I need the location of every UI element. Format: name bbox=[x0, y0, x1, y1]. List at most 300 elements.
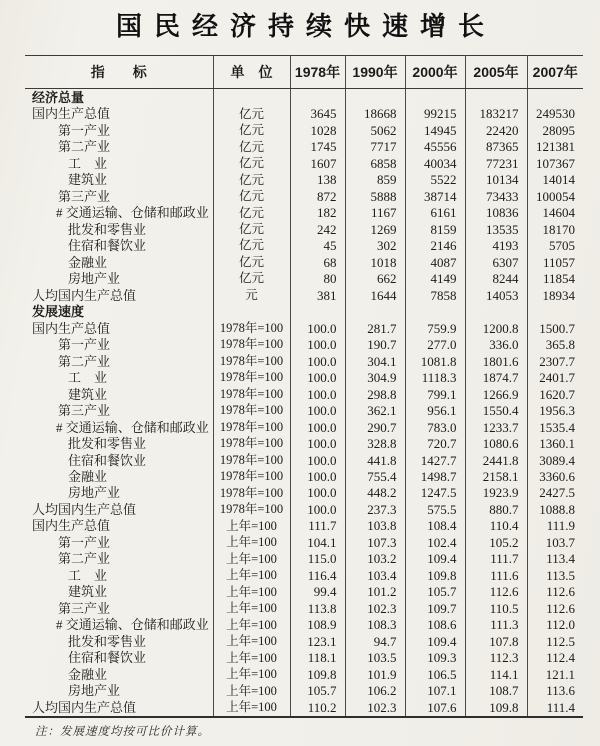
value-cell: 1644 bbox=[345, 287, 405, 303]
value-cell: 107.3 bbox=[345, 534, 405, 550]
value-cell: 100054 bbox=[527, 188, 583, 204]
value-cell: 107.6 bbox=[405, 699, 465, 717]
value-cell: 799.1 bbox=[405, 386, 465, 402]
value-cell: 100.0 bbox=[290, 386, 345, 402]
value-cell: 956.1 bbox=[405, 402, 465, 418]
table-row bbox=[25, 518, 583, 534]
value-cell: 111.7 bbox=[465, 551, 527, 567]
value-cell: 14053 bbox=[465, 287, 527, 303]
header-row bbox=[25, 56, 583, 89]
value-cell: 1269 bbox=[345, 221, 405, 237]
unit-cell: 1978年=100 bbox=[213, 353, 290, 369]
column-header: 2007年 bbox=[527, 56, 583, 89]
indicator-label: 第二产业 bbox=[58, 551, 111, 567]
unit-cell: 上年=100 bbox=[213, 633, 290, 649]
unit-cell: 1978年=100 bbox=[213, 485, 290, 501]
value-cell: 4149 bbox=[405, 270, 465, 286]
value-cell: 183217 bbox=[465, 106, 527, 122]
footnote: 注：发展速度均按可比价计算。 bbox=[35, 726, 210, 738]
value-cell bbox=[465, 303, 527, 319]
indicator-label: 人均国内生产总值 bbox=[32, 287, 137, 303]
value-cell: 277.0 bbox=[405, 336, 465, 352]
value-cell: 872 bbox=[290, 188, 345, 204]
value-cell bbox=[345, 303, 405, 319]
value-cell: 14604 bbox=[527, 205, 583, 221]
indicator-label: 国内生产总值 bbox=[32, 106, 111, 122]
value-cell: 113.8 bbox=[290, 600, 345, 616]
value-cell: 108.4 bbox=[405, 518, 465, 534]
value-cell: 10134 bbox=[465, 172, 527, 188]
value-cell: 100.0 bbox=[290, 485, 345, 501]
table-row bbox=[25, 139, 583, 155]
indicator-label: 建筑业 bbox=[68, 172, 108, 188]
indicator-label: 第三产业 bbox=[58, 403, 111, 419]
value-cell: 111.7 bbox=[290, 518, 345, 534]
table-row bbox=[25, 617, 583, 633]
unit-cell: 亿元 bbox=[213, 122, 290, 138]
value-cell: 182 bbox=[290, 205, 345, 221]
table-row bbox=[25, 287, 583, 303]
value-cell: 108.3 bbox=[345, 617, 405, 633]
indicator-label: 房地产业 bbox=[68, 271, 121, 287]
table-row bbox=[25, 402, 583, 418]
value-cell: 1923.9 bbox=[465, 485, 527, 501]
section-title: 经济总量 bbox=[32, 89, 85, 105]
value-cell: 112.6 bbox=[527, 584, 583, 600]
table-row bbox=[25, 551, 583, 567]
indicator-label: 批发和零售业 bbox=[68, 633, 147, 649]
table-row bbox=[25, 501, 583, 517]
table-row bbox=[25, 254, 583, 270]
table-row bbox=[25, 600, 583, 616]
indicator-label: 第三产业 bbox=[58, 188, 111, 204]
value-cell: 100.0 bbox=[290, 419, 345, 435]
indicator-label: 金融业 bbox=[68, 254, 108, 270]
indicator-label: 第二产业 bbox=[58, 353, 111, 369]
value-cell: 45556 bbox=[405, 139, 465, 155]
value-cell: 1233.7 bbox=[465, 419, 527, 435]
value-cell: 14014 bbox=[527, 172, 583, 188]
column-header: 1978年 bbox=[290, 56, 345, 89]
table-row bbox=[25, 221, 583, 237]
indicator-label: 批发和零售业 bbox=[68, 436, 147, 452]
indicator-label: # 交通运输、仓储和邮政业 bbox=[56, 617, 209, 633]
value-cell: 662 bbox=[345, 270, 405, 286]
table-row bbox=[25, 369, 583, 385]
value-cell: 859 bbox=[345, 172, 405, 188]
value-cell: 109.8 bbox=[290, 666, 345, 682]
table-row bbox=[25, 567, 583, 583]
value-cell: 4193 bbox=[465, 237, 527, 253]
unit-cell: 亿元 bbox=[213, 237, 290, 253]
unit-cell: 上年=100 bbox=[213, 699, 290, 717]
table-row bbox=[25, 485, 583, 501]
value-cell bbox=[405, 303, 465, 319]
section-row bbox=[25, 89, 583, 106]
value-cell: 138 bbox=[290, 172, 345, 188]
value-cell: 112.0 bbox=[527, 617, 583, 633]
value-cell: 111.4 bbox=[527, 699, 583, 717]
value-cell: 441.8 bbox=[345, 452, 405, 468]
table-row bbox=[25, 534, 583, 550]
value-cell: 101.2 bbox=[345, 584, 405, 600]
value-cell: 100.0 bbox=[290, 320, 345, 336]
value-cell: 108.7 bbox=[465, 683, 527, 699]
value-cell: 121381 bbox=[527, 139, 583, 155]
value-cell: 281.7 bbox=[345, 320, 405, 336]
table-row bbox=[25, 353, 583, 369]
value-cell: 10836 bbox=[465, 205, 527, 221]
unit-cell: 亿元 bbox=[213, 254, 290, 270]
value-cell: 18170 bbox=[527, 221, 583, 237]
indicator-label: 建筑业 bbox=[68, 584, 108, 600]
value-cell: 105.7 bbox=[405, 584, 465, 600]
value-cell: 8244 bbox=[465, 270, 527, 286]
value-cell: 6307 bbox=[465, 254, 527, 270]
value-cell: 2307.7 bbox=[527, 353, 583, 369]
value-cell: 102.4 bbox=[405, 534, 465, 550]
value-cell: 94.7 bbox=[345, 633, 405, 649]
value-cell: 116.4 bbox=[290, 567, 345, 583]
value-cell: 40034 bbox=[405, 155, 465, 171]
value-cell: 290.7 bbox=[345, 419, 405, 435]
value-cell: 1801.6 bbox=[465, 353, 527, 369]
value-cell: 575.5 bbox=[405, 501, 465, 517]
value-cell: 114.1 bbox=[465, 666, 527, 682]
value-cell: 105.2 bbox=[465, 534, 527, 550]
value-cell: 112.5 bbox=[527, 633, 583, 649]
unit-cell: 1978年=100 bbox=[213, 369, 290, 385]
value-cell: 108.9 bbox=[290, 617, 345, 633]
unit-cell: 上年=100 bbox=[213, 683, 290, 699]
value-cell: 13535 bbox=[465, 221, 527, 237]
indicator-label: 第一产业 bbox=[58, 534, 111, 550]
value-cell: 123.1 bbox=[290, 633, 345, 649]
value-cell: 109.8 bbox=[465, 699, 527, 717]
value-cell: 1118.3 bbox=[405, 369, 465, 385]
indicator-label: 国内生产总值 bbox=[32, 320, 111, 336]
value-cell: 106.2 bbox=[345, 683, 405, 699]
table-row bbox=[25, 683, 583, 699]
unit-cell: 1978年=100 bbox=[213, 501, 290, 517]
indicator-label: 人均国内生产总值 bbox=[32, 700, 137, 716]
indicator-label: 工 业 bbox=[68, 567, 108, 583]
value-cell bbox=[527, 303, 583, 319]
value-cell: 190.7 bbox=[345, 336, 405, 352]
value-cell: 336.0 bbox=[465, 336, 527, 352]
value-cell: 7717 bbox=[345, 139, 405, 155]
value-cell: 100.0 bbox=[290, 369, 345, 385]
value-cell: 298.8 bbox=[345, 386, 405, 402]
indicator-label: 金融业 bbox=[68, 666, 108, 682]
value-cell: 362.1 bbox=[345, 402, 405, 418]
value-cell: 14945 bbox=[405, 122, 465, 138]
indicator-label: 第二产业 bbox=[58, 139, 111, 155]
unit-cell: 亿元 bbox=[213, 172, 290, 188]
value-cell: 108.6 bbox=[405, 617, 465, 633]
value-cell: 1874.7 bbox=[465, 369, 527, 385]
indicator-label: 人均国内生产总值 bbox=[32, 501, 137, 517]
unit-cell: 1978年=100 bbox=[213, 402, 290, 418]
value-cell: 121.1 bbox=[527, 666, 583, 682]
value-cell: 102.3 bbox=[345, 699, 405, 717]
indicator-label: 住宿和餐饮业 bbox=[68, 238, 147, 254]
value-cell: 2441.8 bbox=[465, 452, 527, 468]
value-cell: 110.4 bbox=[465, 518, 527, 534]
value-cell: 1550.4 bbox=[465, 402, 527, 418]
value-cell: 3645 bbox=[290, 106, 345, 122]
value-cell: 28095 bbox=[527, 122, 583, 138]
unit-cell bbox=[213, 303, 290, 319]
value-cell: 87365 bbox=[465, 139, 527, 155]
value-cell: 8159 bbox=[405, 221, 465, 237]
column-header: 2005年 bbox=[465, 56, 527, 89]
value-cell bbox=[527, 89, 583, 106]
table-row bbox=[25, 435, 583, 451]
indicator-label: 房地产业 bbox=[68, 485, 121, 501]
unit-cell: 1978年=100 bbox=[213, 336, 290, 352]
value-cell bbox=[465, 89, 527, 106]
column-header: 单 位 bbox=[213, 56, 290, 89]
value-cell: 880.7 bbox=[465, 501, 527, 517]
value-cell: 103.8 bbox=[345, 518, 405, 534]
table-row bbox=[25, 468, 583, 484]
value-cell: 104.1 bbox=[290, 534, 345, 550]
indicator-label: 住宿和餐饮业 bbox=[68, 650, 147, 666]
unit-cell: 上年=100 bbox=[213, 650, 290, 666]
table-header bbox=[25, 56, 583, 89]
value-cell: 2158.1 bbox=[465, 468, 527, 484]
table-body bbox=[25, 89, 583, 718]
unit-cell: 1978年=100 bbox=[213, 419, 290, 435]
unit-cell: 上年=100 bbox=[213, 518, 290, 534]
indicator-label: 批发和零售业 bbox=[68, 221, 147, 237]
value-cell: 783.0 bbox=[405, 419, 465, 435]
value-cell: 302 bbox=[345, 237, 405, 253]
value-cell: 112.6 bbox=[527, 600, 583, 616]
unit-cell: 上年=100 bbox=[213, 600, 290, 616]
value-cell: 755.4 bbox=[345, 468, 405, 484]
value-cell: 80 bbox=[290, 270, 345, 286]
indicator-label: 房地产业 bbox=[68, 683, 121, 699]
value-cell: 6858 bbox=[345, 155, 405, 171]
value-cell: 111.6 bbox=[465, 567, 527, 583]
value-cell: 109.8 bbox=[405, 567, 465, 583]
value-cell: 3360.6 bbox=[527, 468, 583, 484]
value-cell: 103.2 bbox=[345, 551, 405, 567]
value-cell: 2401.7 bbox=[527, 369, 583, 385]
national-economy-table bbox=[25, 55, 583, 718]
unit-cell: 上年=100 bbox=[213, 567, 290, 583]
column-header: 1990年 bbox=[345, 56, 405, 89]
value-cell: 109.3 bbox=[405, 650, 465, 666]
value-cell: 5522 bbox=[405, 172, 465, 188]
section-row bbox=[25, 303, 583, 319]
value-cell: 103.7 bbox=[527, 534, 583, 550]
value-cell: 5888 bbox=[345, 188, 405, 204]
value-cell: 242 bbox=[290, 221, 345, 237]
value-cell: 1081.8 bbox=[405, 353, 465, 369]
value-cell: 720.7 bbox=[405, 435, 465, 451]
value-cell: 304.1 bbox=[345, 353, 405, 369]
value-cell: 107.1 bbox=[405, 683, 465, 699]
value-cell: 109.7 bbox=[405, 600, 465, 616]
value-cell: 11057 bbox=[527, 254, 583, 270]
table-row bbox=[25, 666, 583, 682]
value-cell: 11854 bbox=[527, 270, 583, 286]
unit-cell: 1978年=100 bbox=[213, 468, 290, 484]
table-row bbox=[25, 122, 583, 138]
value-cell: 101.9 bbox=[345, 666, 405, 682]
value-cell: 102.3 bbox=[345, 600, 405, 616]
indicator-label: 第一产业 bbox=[58, 337, 111, 353]
value-cell: 110.2 bbox=[290, 699, 345, 717]
value-cell: 1167 bbox=[345, 205, 405, 221]
page-title: 国民经济持续快速增长 bbox=[115, 11, 496, 41]
value-cell: 304.9 bbox=[345, 369, 405, 385]
unit-cell: 亿元 bbox=[213, 155, 290, 171]
value-cell: 1498.7 bbox=[405, 468, 465, 484]
table-row bbox=[25, 188, 583, 204]
value-cell: 2427.5 bbox=[527, 485, 583, 501]
value-cell: 106.5 bbox=[405, 666, 465, 682]
value-cell: 328.8 bbox=[345, 435, 405, 451]
unit-cell bbox=[213, 89, 290, 106]
value-cell: 100.0 bbox=[290, 435, 345, 451]
value-cell: 112.6 bbox=[465, 584, 527, 600]
value-cell: 115.0 bbox=[290, 551, 345, 567]
table-row bbox=[25, 633, 583, 649]
value-cell: 237.3 bbox=[345, 501, 405, 517]
value-cell: 100.0 bbox=[290, 353, 345, 369]
value-cell: 77231 bbox=[465, 155, 527, 171]
unit-cell: 上年=100 bbox=[213, 551, 290, 567]
unit-cell: 亿元 bbox=[213, 188, 290, 204]
value-cell: 1018 bbox=[345, 254, 405, 270]
value-cell: 45 bbox=[290, 237, 345, 253]
value-cell: 100.0 bbox=[290, 452, 345, 468]
value-cell: 100.0 bbox=[290, 402, 345, 418]
indicator-label: # 交通运输、仓储和邮政业 bbox=[56, 419, 209, 435]
value-cell: 1500.7 bbox=[527, 320, 583, 336]
unit-cell: 上年=100 bbox=[213, 617, 290, 633]
value-cell: 1247.5 bbox=[405, 485, 465, 501]
value-cell: 1360.1 bbox=[527, 435, 583, 451]
unit-cell: 亿元 bbox=[213, 270, 290, 286]
value-cell: 100.0 bbox=[290, 336, 345, 352]
table-row bbox=[25, 237, 583, 253]
value-cell: 4087 bbox=[405, 254, 465, 270]
value-cell: 1028 bbox=[290, 122, 345, 138]
value-cell: 99.4 bbox=[290, 584, 345, 600]
value-cell: 1745 bbox=[290, 139, 345, 155]
unit-cell: 1978年=100 bbox=[213, 320, 290, 336]
table-row bbox=[25, 336, 583, 352]
table-row bbox=[25, 106, 583, 122]
value-cell: 18668 bbox=[345, 106, 405, 122]
value-cell: 118.1 bbox=[290, 650, 345, 666]
value-cell: 113.5 bbox=[527, 567, 583, 583]
value-cell: 103.4 bbox=[345, 567, 405, 583]
value-cell: 1956.3 bbox=[527, 402, 583, 418]
value-cell: 99215 bbox=[405, 106, 465, 122]
value-cell: 249530 bbox=[527, 106, 583, 122]
section-title: 发展速度 bbox=[32, 304, 85, 320]
unit-cell: 亿元 bbox=[213, 221, 290, 237]
value-cell: 110.5 bbox=[465, 600, 527, 616]
table-row bbox=[25, 452, 583, 468]
value-cell: 103.5 bbox=[345, 650, 405, 666]
value-cell: 109.4 bbox=[405, 633, 465, 649]
value-cell: 112.4 bbox=[527, 650, 583, 666]
table-row bbox=[25, 320, 583, 336]
value-cell: 100.0 bbox=[290, 468, 345, 484]
table-row bbox=[25, 155, 583, 171]
indicator-label: 工 业 bbox=[68, 370, 108, 386]
unit-cell: 亿元 bbox=[213, 139, 290, 155]
value-cell: 1080.6 bbox=[465, 435, 527, 451]
indicator-label: 第三产业 bbox=[58, 600, 111, 616]
value-cell: 100.0 bbox=[290, 501, 345, 517]
table-row bbox=[25, 419, 583, 435]
unit-cell: 亿元 bbox=[213, 106, 290, 122]
unit-cell: 1978年=100 bbox=[213, 435, 290, 451]
value-cell: 111.3 bbox=[465, 617, 527, 633]
unit-cell: 上年=100 bbox=[213, 534, 290, 550]
value-cell: 1088.8 bbox=[527, 501, 583, 517]
unit-cell: 1978年=100 bbox=[213, 386, 290, 402]
value-cell: 1266.9 bbox=[465, 386, 527, 402]
value-cell: 1200.8 bbox=[465, 320, 527, 336]
table-row bbox=[25, 650, 583, 666]
value-cell: 105.7 bbox=[290, 683, 345, 699]
value-cell: 73433 bbox=[465, 188, 527, 204]
indicator-label: 工 业 bbox=[68, 155, 108, 171]
value-cell: 38714 bbox=[405, 188, 465, 204]
indicator-label: 建筑业 bbox=[68, 386, 108, 402]
value-cell: 113.4 bbox=[527, 551, 583, 567]
column-header: 2000年 bbox=[405, 56, 465, 89]
table-row bbox=[25, 386, 583, 402]
value-cell bbox=[290, 303, 345, 319]
value-cell: 109.4 bbox=[405, 551, 465, 567]
value-cell: 1535.4 bbox=[527, 419, 583, 435]
value-cell: 1620.7 bbox=[527, 386, 583, 402]
value-cell: 5705 bbox=[527, 237, 583, 253]
indicator-label: 住宿和餐饮业 bbox=[68, 452, 147, 468]
value-cell: 1427.7 bbox=[405, 452, 465, 468]
value-cell: 5062 bbox=[345, 122, 405, 138]
value-cell: 6161 bbox=[405, 205, 465, 221]
value-cell: 2146 bbox=[405, 237, 465, 253]
value-cell: 365.8 bbox=[527, 336, 583, 352]
value-cell: 381 bbox=[290, 287, 345, 303]
unit-cell: 上年=100 bbox=[213, 666, 290, 682]
value-cell: 68 bbox=[290, 254, 345, 270]
value-cell: 448.2 bbox=[345, 485, 405, 501]
value-cell bbox=[405, 89, 465, 106]
unit-cell: 元 bbox=[213, 287, 290, 303]
value-cell: 113.6 bbox=[527, 683, 583, 699]
indicator-label: 国内生产总值 bbox=[32, 518, 111, 534]
table-row bbox=[25, 172, 583, 188]
value-cell bbox=[345, 89, 405, 106]
value-cell: 1607 bbox=[290, 155, 345, 171]
value-cell: 18934 bbox=[527, 287, 583, 303]
value-cell: 22420 bbox=[465, 122, 527, 138]
unit-cell: 1978年=100 bbox=[213, 452, 290, 468]
table-row bbox=[25, 584, 583, 600]
